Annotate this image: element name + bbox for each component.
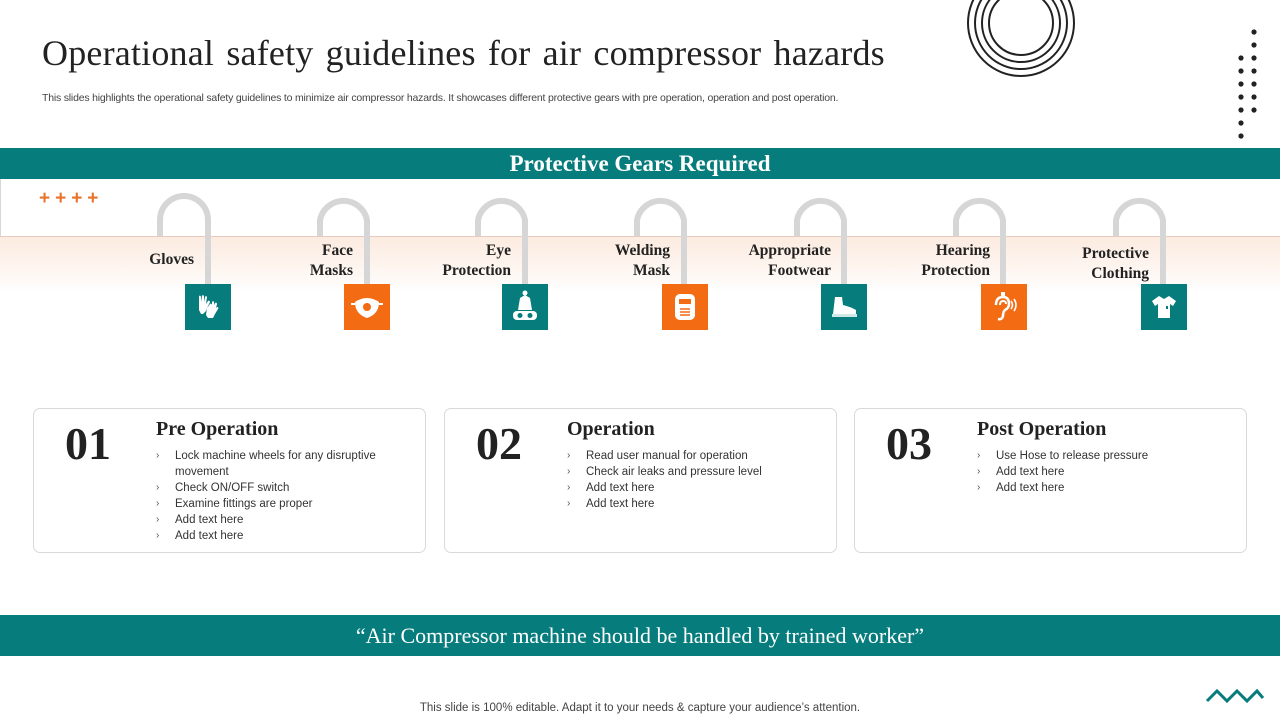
gear-label-line2: Protection [921, 262, 990, 279]
boot-icon [821, 284, 867, 330]
gear-label-line1: Eye [486, 242, 511, 259]
stage-title: Operation [567, 418, 655, 440]
gear-label-line1: Gloves [149, 251, 194, 268]
concentric-rings-decoration [966, 0, 1076, 78]
list-item: › Check air leaks and pressure level [567, 466, 762, 478]
list-item: › Add text here [156, 514, 244, 526]
chevron-right-icon: › [977, 466, 981, 477]
shirt-icon [1141, 284, 1187, 330]
gear-label-line2: Protection [442, 262, 511, 279]
gear-label-line1: Face [322, 242, 353, 259]
page-title: Operational safety guidelines for air compressor hazards [42, 33, 885, 73]
list-item: › Add text here [977, 466, 1065, 478]
gear-label-line2: Masks [309, 262, 353, 279]
chevron-right-icon: › [567, 482, 571, 493]
chevron-right-icon: › [977, 482, 981, 493]
list-item: › Lock machine wheels for any disruptive movement [156, 450, 376, 478]
stage-card-post-operation [854, 408, 1247, 553]
chevron-right-icon: › [156, 514, 160, 525]
gloves-icon [185, 284, 231, 330]
plus-signs-decoration: ++++ [39, 188, 104, 209]
gear-label-line2: Clothing [1091, 265, 1149, 282]
stage-title: Pre Operation [156, 418, 279, 440]
chevron-right-icon: › [156, 482, 160, 493]
gear-label-line1: Hearing [935, 242, 990, 259]
chevron-right-icon: › [156, 450, 160, 461]
list-item: › Add text here [567, 482, 655, 494]
gear-label-line1: Welding [614, 242, 670, 259]
list-item: › Add text here [977, 482, 1065, 494]
chevron-right-icon: › [977, 450, 981, 461]
stage-card-pre-operation [33, 408, 426, 553]
stage-number: 02 [476, 418, 522, 469]
chevron-right-icon: › [567, 498, 571, 509]
footer-note: This slide is 100% editable. Adapt it to your needs & capture your audience’s attention. [419, 702, 861, 714]
chevron-right-icon: › [156, 498, 160, 509]
protective-gears-heading: Protective Gears Required [0, 148, 1280, 179]
face-mask-icon [344, 284, 390, 330]
stage-bullet-list [156, 448, 406, 544]
list-item: › Add text here [156, 530, 244, 542]
stage-title: Post Operation [977, 418, 1107, 440]
gear-label-line1: Protective [1082, 245, 1149, 262]
chevron-right-icon: › [567, 466, 571, 477]
dot-grid-decoration [1234, 28, 1264, 144]
quote-banner: “Air Compressor machine should be handled by trained worker” [0, 615, 1280, 656]
stage-bullet-list [567, 448, 817, 512]
ear-icon [981, 284, 1027, 330]
stage-card-operation [444, 408, 837, 553]
goggles-icon [502, 284, 548, 330]
stage-bullet-list [977, 448, 1227, 496]
list-item: › Check ON/OFF switch [156, 482, 290, 494]
gear-label-line2: Mask [632, 262, 670, 279]
chevron-right-icon: › [156, 530, 160, 541]
zigzag-decoration [1205, 688, 1265, 704]
gear-label-line2: Footwear [768, 262, 831, 279]
list-item: › Read user manual for operation [567, 450, 748, 462]
page-subtitle: This slides highlights the operational safety guidelines to minimize air compressor hazards. It showcases different protective gears with pre operation, operation and post operation. [42, 92, 839, 104]
welding-mask-icon [662, 284, 708, 330]
list-item: › Use Hose to release pressure [977, 450, 1149, 462]
stage-number: 01 [65, 418, 111, 469]
chevron-right-icon: › [567, 450, 571, 461]
gear-label-line1: Appropriate [748, 242, 831, 259]
list-item: › Add text here [567, 498, 655, 510]
stage-number: 03 [886, 418, 932, 469]
list-item: › Examine fittings are proper [156, 498, 313, 510]
